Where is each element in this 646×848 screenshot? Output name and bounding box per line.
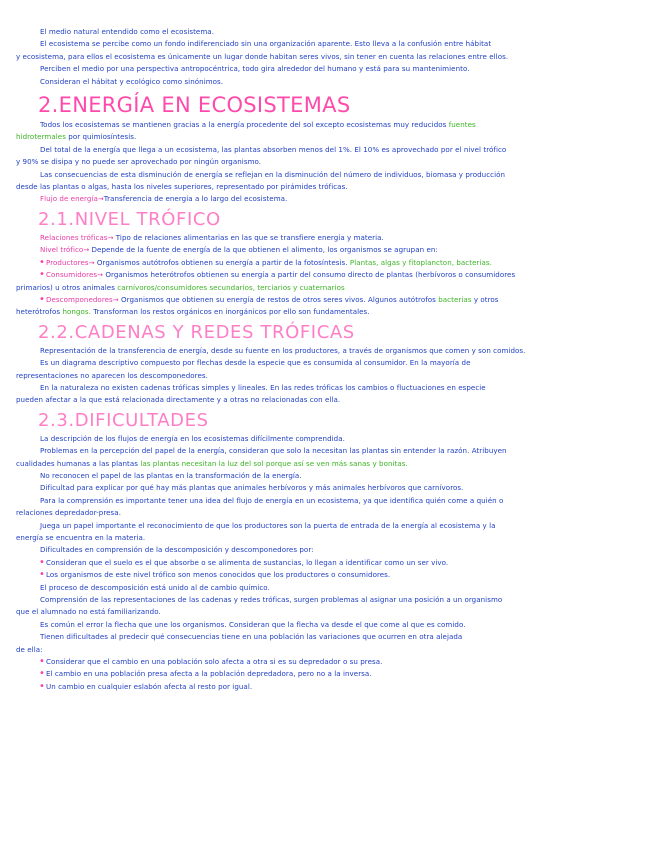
intro-line: y ecosistema, para ellos el ecosistema es únicamente un lugar donde habitan seres vivos, sin tener en cuenta las relaciones entre ellos. <box>16 51 509 61</box>
definition-flujo: Flujo de energía→Transferencia de energía a lo largo del ecosistema. <box>40 194 288 204</box>
bullet-productores: • Productores→ Organismos autótrofos obtienen su energía a partir de la fotosíntesis. Plantas, algas y fitoplancton, bacterias. <box>16 257 628 269</box>
paragraph: Las consecuencias de esta disminución de energía se reflejan en la disminución del número de individuos, biomasa y producción <box>40 169 506 179</box>
paragraph: representaciones no aparecen los descomponedores. <box>16 370 208 380</box>
intro-line: El medio natural entendido como el ecosistema. <box>40 27 214 36</box>
bullet-item: • Considerar que el cambio en una población solo afecta a otra si es su depredador o su presa. <box>16 656 628 668</box>
paragraph: En la naturaleza no existen cadenas tróficas simples y lineales. En las redes tróficas los cambios o fluctuaciones en especie <box>40 382 486 392</box>
definition-relaciones: Relaciones tróficas→ Tipo de relaciones alimentarias en las que se transfiere energía y materia. <box>40 232 384 242</box>
paragraph: cualidades humanas a las plantas las plantas necesitan la luz del sol porque así se ven más sanas y bonitas. <box>16 458 408 468</box>
paragraph: Dificultades en comprensión de la descomposición y descomponedores por: <box>40 545 314 555</box>
section-title-nivel-trofico: 2.1.NIVEL TRÓFICO <box>38 208 221 230</box>
intro-line: Consideran el hábitat y ecológico como sinónimos. <box>40 76 224 86</box>
intro-line: Perciben el medio por una perspectiva antropocéntrica, todo gira alrededor del humano y está para su mantenimiento. <box>40 64 470 74</box>
bullet-item: • El cambio en una población presa afecta a la población depredadora, pero no a la inversa. <box>16 668 628 680</box>
paragraph: Dificultad para explicar por qué hay más plantas que animales herbívoros y más animales herbívoros que carnívoros. <box>40 483 464 493</box>
paragraph: Para la comprensión es importante tener una idea del flujo de energía en un ecosistema, ya que identifica quién come a quién o <box>40 495 504 505</box>
paragraph: El proceso de descomposición está unido al de cambio químico. <box>40 582 270 592</box>
bullet-item: • Los organismos de este nivel trófico son menos conocidos que los productores o consumidores. <box>16 569 628 581</box>
section-title-cadenas: 2.2.CADENAS Y REDES TRÓFICAS <box>38 321 355 343</box>
paragraph: de ella: <box>16 644 43 654</box>
bullet-item: • Consideran que el suelo es el que absorbe o se alimenta de sustancias, lo llegan a identificar como un ser vivo. <box>16 557 628 569</box>
definition-nivel: Nivel trófico→ Depende de la fuente de energía de la que obtienen el alimento, los organismos se agrupan en: <box>40 245 438 255</box>
paragraph: Representación de la transferencia de energía, desde su fuente en los productores, a través de organismos que comen y son comidos. <box>40 345 526 355</box>
paragraph: Tienen dificultades al predecir qué consecuencias tiene en una población las variaciones que ocurren en otra alejada <box>40 632 463 642</box>
paragraph: y 90% se disipa y no puede ser aprovechado por ningún organismo. <box>16 157 262 167</box>
paragraph: Comprensión de las representaciones de las cadenas y redes tróficas, surgen problemas al asignar una posición a un organismo <box>40 595 503 605</box>
bullet-item: • Un cambio en cualquier eslabón afecta al resto por igual. <box>16 681 628 693</box>
paragraph: Problemas en la percepción del papel de la energía, consideran que solo la necesitan las plantas sin entender la razón. Atribuyen <box>40 446 507 456</box>
paragraph: hidrotermales por quimiosíntesis. <box>16 132 137 142</box>
paragraph: energía se encuentra en la materia. <box>16 533 146 542</box>
paragraph: Juega un papel importante el reconocimiento de que los productores son la puerta de entrada de la energía al ecosistema y la <box>40 520 496 530</box>
paragraph: que el alumnado no está familiarizando. <box>16 607 161 617</box>
paragraph: Del total de la energía que llega a un ecosistema, las plantas absorben menos del 1%. El 10% es aprovechado por el nivel trófico <box>40 144 507 154</box>
section-title-dificultades: 2.3.DIFICULTADES <box>38 409 209 431</box>
paragraph: Todos los ecosistemas se mantienen gracias a la energía procedente del sol excepto ecosistemas muy reducidos fuentes <box>40 120 476 130</box>
section-title-energia: 2.ENERGÍA EN ECOSISTEMAS <box>38 93 351 118</box>
paragraph: pueden afectar a la que está relacionada directamente y a otras no relacionadas con ella. <box>16 395 341 405</box>
paragraph: primarios) u otros animales carnívoros/consumidores secundarios, terciarios y cuaternarios <box>16 282 345 292</box>
paragraph: relaciones depredador-presa. <box>16 508 121 518</box>
paragraph: Es común el error la flecha que une los organismos. Consideran que la flecha va desde el que come al que es comido. <box>40 619 466 629</box>
paragraph: La descripción de los flujos de energía en los ecosistemas difícilmente comprendida. <box>40 433 345 443</box>
intro-line: El ecosistema se percibe como un fondo indiferenciado sin una organización aparente. Esto lleva a la confusión entre hábitat <box>40 39 492 49</box>
paragraph: heterótrofos hongos. Transforman los restos orgánicos en inorgánicos por ello son fundamentales. <box>16 307 370 317</box>
bullet-descomponedores: • Descomponedores→ Organismos que obtienen su energía de restos de otros seres vivos. Algunos autótrofos bacterias y otros <box>16 294 628 306</box>
bullet-consumidores: • Consumidores→ Organismos heterótrofos obtienen su energía a partir del consumo directo de plantas (herbívoros o consumidores <box>16 269 628 281</box>
paragraph: No reconocen el papel de las plantas en la transformación de la energía. <box>40 470 302 480</box>
paragraph: Es un diagrama descriptivo compuesto por flechas desde la especie que es consumida al consumidor. En la mayoría de <box>40 358 471 368</box>
paragraph: desde las plantas o algas, hasta los niveles superiores, representado por pirámides tróficas. <box>16 182 348 192</box>
